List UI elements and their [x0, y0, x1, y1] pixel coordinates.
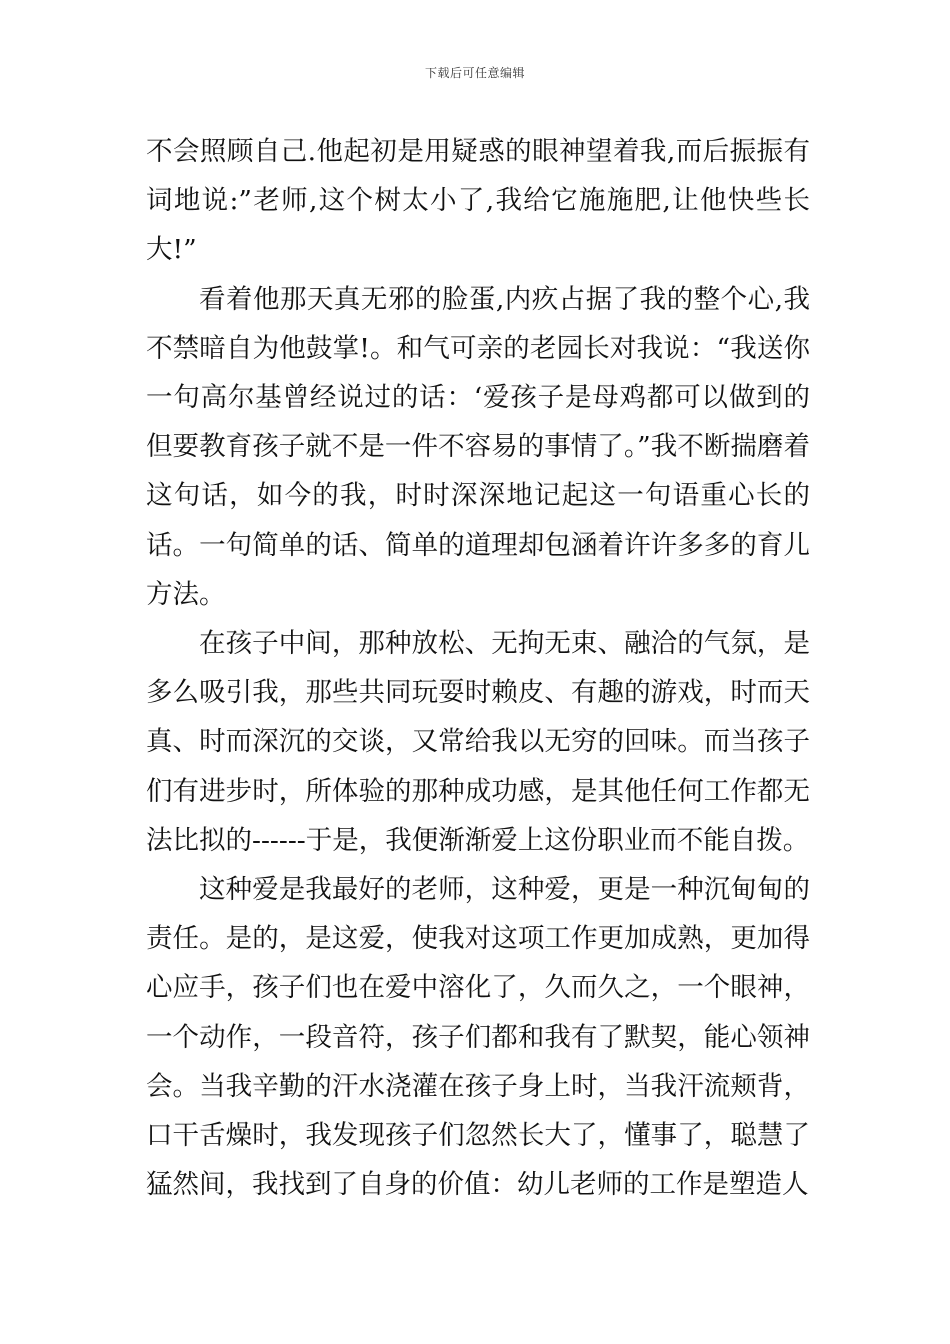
page-header: 下载后可任意编辑	[424, 66, 525, 80]
paragraph-3: 在孩子中间，那种放松、无拘无束、融洽的气氛，是多么吸引我，那些共同玩耍时赖皮、有趣的游戏，时而天真、时而深沉的交谈，又常给我以无穷的回味。而当孩子们有进步时，所体验的那种成功感，是其他任何工作都无法比拟的------于是，我便渐渐爱上这份职业而不能自拨。	[146, 628, 810, 856]
paragraph-1: 不会照顾自己.他起初是用疑惑的眼神望着我,而后振振有词地说:”老师,这个树太小了,我给它施施肥,让他快些长大!”	[146, 136, 810, 266]
paragraph-2: 看着他那天真无邪的脸蛋,内疚占据了我的整个心,我不禁暗自为他鼓掌!。和气可亲的老园长对我说：“我送你一句高尔基曾经说过的话：‘爱孩子是母鸡都可以做到的但要教育孩子就不是一件不容易的事情了。”我不断揣磨着这句话，如今的我，时时深深地记起这一句语重心长的话。一句简单的话、简单的道理却包涵着许许多多的育儿方法。	[146, 283, 810, 610]
paragraph-4: 这种爱是我最好的老师，这种爱，更是一种沉甸甸的责任。是的，是这爱，使我对这项工作更加成熟，更加得心应手，孩子们也在爱中溶化了，久而久之，一个眼神，一个动作，一段音符，孩子们都和我有了默契，能心领神会。当我辛勤的汗水浇灌在孩子身上时，当我汗流颊背，口干舌燥时，我发现孩子们忽然长大了，懂事了，聪慧了猛然间，我找到了自身的价值：幼儿老师的工作是塑造人	[146, 874, 810, 1201]
document-body	[146, 127, 810, 1209]
